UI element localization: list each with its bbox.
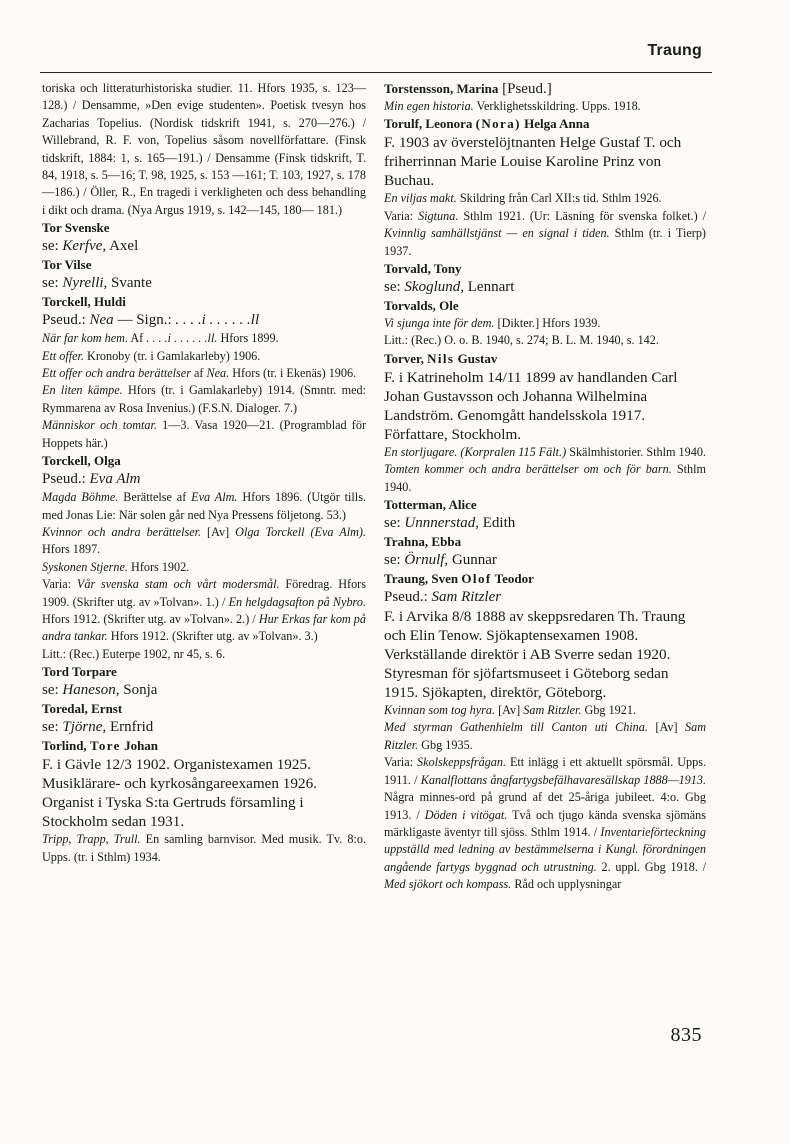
literature-note: Litt.: (Rec.) Euterpe 1902, nr 45, s. 6. bbox=[42, 646, 226, 661]
entry-heading: Torver, Nils Gustav bbox=[384, 350, 498, 366]
entry-heading: Torlind, Tore Johan bbox=[42, 738, 159, 754]
varia-list: Varia: Vår svenska stam och vårt modersmål. Föredrag. Hfors 1909. (Skrifter utg. av »Tolvan». 1.) / En helgdagsafton på Nybro. Hfors 1912. (Skrifter utg. av »Tolvan». 2.) / Hur Erkas far kom på andra tankar. Hfors 1912. (Skrifter utg. av »Tolvan». 3.) bbox=[42, 577, 366, 644]
entry-tor-vilse bbox=[42, 256, 366, 293]
entry-tord-torpare bbox=[42, 663, 366, 700]
entry-heading: Totterman, Alice bbox=[384, 497, 477, 513]
entry-tor-svenske bbox=[42, 219, 366, 256]
work-item: Kvinnan som tog hyra. [Av] Sam Ritzler. Gbg 1921. bbox=[384, 703, 636, 718]
entry-torvald-tony bbox=[384, 260, 706, 297]
entry-torvalds-ole bbox=[384, 297, 706, 350]
page-number: 835 bbox=[670, 1024, 702, 1046]
biography: F. 1903 av överstelöjtnanten Helge Gustaf T. och friherrinnan Marie Louise Karoline Prinz von Buchau. bbox=[384, 134, 682, 190]
work-item: En liten kämpe. Hfors (tr. i Gamlakarleby) 1914. (Smntr. med: Rymmarena av Rosa Invenius.) (F.S.N. Dialoger. 7.) bbox=[42, 383, 366, 415]
work-item: Magda Böhme. Berättelse af Eva Alm. Hfors 1896. (Utgör tills. med Jonas Lie: När solen går ned Nya Pressens följetong. 53.) bbox=[42, 490, 366, 522]
entry-heading: Tor Svenske bbox=[42, 220, 110, 236]
biography: F. i Gävle 12/3 1902. Organistexamen 1925. Musiklärare- och kyrkosångareexamen 1926. Organist i Tyska S:ta Gertruds församling i Stockholm sedan 1931. bbox=[42, 756, 317, 831]
varia-list: Varia: Sigtuna. Sthlm 1921. (Ur: Läsning för svenska folket.) / Kvinnlig samhällstjänst — en signal i tiden. Sthlm (tr. i Tierp) 1937. bbox=[384, 208, 706, 258]
entry-torckell-huldi bbox=[42, 293, 366, 452]
entry-traung-sven bbox=[384, 570, 706, 893]
running-head: Traung bbox=[647, 42, 702, 59]
entry-heading: Torckell, Huldi bbox=[42, 294, 126, 310]
work-item: En storljugare. (Korpralen 115 Fält.) Skälmhistorier. Sthlm 1940. bbox=[384, 444, 706, 459]
entry-toredal-ernst bbox=[42, 700, 366, 737]
entry-totterman-alice bbox=[384, 496, 706, 533]
entry-torckell-olga bbox=[42, 452, 366, 663]
entry-heading: Torckell, Olga bbox=[42, 453, 121, 469]
see-reference: se: Örnulf, Gunnar bbox=[384, 552, 497, 569]
pseudonym-line: Pseud.: Eva Alm bbox=[42, 471, 141, 488]
entry-torulf-leonora bbox=[384, 115, 706, 260]
see-reference: se: Haneson, Sonja bbox=[42, 682, 158, 699]
pseudonym-line: Pseud.: Sam Ritzler bbox=[384, 589, 502, 606]
right-column bbox=[384, 80, 706, 894]
see-reference: se: Skoglund, Lennart bbox=[384, 279, 515, 296]
entry-heading: Tor Vilse bbox=[42, 257, 92, 273]
work-item: Människor och tomtar. 1—3. Vasa 1920—21. (Programblad för Hoppets här.) bbox=[42, 418, 366, 450]
entry-trahna-ebba bbox=[384, 533, 706, 570]
work-item: Syskonen Stjerne. Hfors 1902. bbox=[42, 559, 190, 574]
entry-heading: Torvald, Tony bbox=[384, 261, 462, 277]
work-item: Ett offer och andra berättelser af Nea. Hfors (tr. i Ekenäs) 1906. bbox=[42, 366, 357, 381]
work-item: Min egen historia. Verklighetsskildring. Upps. 1918. bbox=[384, 99, 641, 113]
entry-torstensson-marina bbox=[384, 80, 706, 115]
left-column bbox=[42, 80, 366, 866]
literature-note: Litt.: (Rec.) O. o. B. 1940, s. 274; B. L. M. 1940, s. 142. bbox=[384, 333, 659, 348]
entry-heading: Trahna, Ebba bbox=[384, 534, 462, 550]
biography: F. i Arvika 8/8 1888 av skeppsredaren Th. Traung och Elin Tenow. Sjökaptensexamen 1908. Verkställande direktör i AB Sverre sedan 1920. Styresman för sjöfartsmuseet i Göteborg sedan 1915. Sjökapten, direktör, Göteborg. bbox=[384, 608, 686, 702]
see-reference: se: Nyrelli, Svante bbox=[42, 275, 152, 292]
entry-heading: Torstensson, Marina [Pseud.] bbox=[384, 81, 552, 97]
work-item: Vi sjunga inte för dem. [Dikter.] Hfors 1939. bbox=[384, 316, 601, 331]
work-item: En viljas makt. Skildring från Carl XII:s tid. Sthlm 1926. bbox=[384, 191, 662, 206]
entry-torlind-tore bbox=[42, 737, 366, 866]
varia-list: Varia: Skolskeppsfrågan. Ett inlägg i ett aktuellt spörsmål. Upps. 1911. / Kanalflottans ångfartygsbefälhavaresällskap 1888—1913. Några minnes-ord på grund af det 25-åriga jubileet. 4:o. Gbg 1913. / Döden i vitögat. Två och tjugo kända svenska sjömäns märkligaste äventyr till sjöss. Sthlm 1914. / Inventarieförteckning uppställd med ledning av bestämmelserna i Kungl. förordningen angående fartygs byggnad och utrustning. 2. uppl. Gbg 1918. / Med sjökort och kompass. Råd och upplysningar bbox=[384, 755, 707, 892]
header-rule bbox=[40, 72, 712, 73]
work-item: Kvinnor och andra berättelser. [Av] Olga Torckell (Eva Alm). Hfors 1897. bbox=[42, 524, 366, 557]
biography: F. i Katrineholm 14/11 1899 av handlanden Carl Johan Gustavsson och Johanna Wilhelmina Landström. Genomgått handelsskola 1917. Författare, Stockholm. bbox=[384, 368, 678, 443]
work-item: Tripp, Trapp, Trull. En samling barnvisor. Med musik. Tv. 8:o. Upps. (tr. i Sthlm) 1934. bbox=[42, 832, 366, 864]
pseudonym-line: Pseud.: Nea — Sign.: . . . .i . . . . . .ll bbox=[42, 312, 260, 329]
entry-heading: Traung, Sven Olof Teodor bbox=[384, 571, 534, 587]
see-reference: se: Tjörne, Ernfrid bbox=[42, 719, 154, 736]
see-reference: se: Kerfve, Axel bbox=[42, 238, 139, 255]
entry-heading: Tord Torpare bbox=[42, 664, 117, 680]
continued-text: toriska och litteraturhistoriska studier. 11. Hfors 1935, s. 123—128.) / Densamme, »Den evige studenten». Poetisk tvesyn hos Zacharias Topelius. (Nordisk tidskrift 1941, s. 270—276.) / Willebrand, R. F. von, Topelius såsom novellförfattare. (Finsk tidskrift, 1884: 1, s. 165—191.) / Densamme (Finsk tidskrift, T. 84, 1918, s. 5—16; T. 98, 1925, s. 153 —161; T. 103, 1927, s. 178—186.) / Öller, R., En tragedi i verkligheten och dess behandling i dikt och drama. (Nya Argus 1919, s. 142—145, 180— 181.) bbox=[42, 81, 366, 217]
work-item: Tomten kommer och andra berättelser om och för barn. Sthlm 1940. bbox=[384, 462, 707, 494]
work-item: Ett offer. Kronoby (tr. i Gamlakarleby) 1906. bbox=[42, 348, 261, 363]
entry-heading: Torvalds, Ole bbox=[384, 298, 459, 314]
entry-torver-nils bbox=[384, 350, 706, 496]
work-item: Med styrman Gathenhielm till Canton uti China. [Av] Sam Ritzler. Gbg 1935. bbox=[384, 720, 706, 752]
entry-heading: Toredal, Ernst bbox=[42, 701, 123, 717]
see-reference: se: Unnnerstad, Edith bbox=[384, 515, 516, 532]
entry-heading: Torulf, Leonora (Nora) Helga Anna bbox=[384, 116, 590, 132]
work-item: När far kom hem. Af . . . .i . . . . . .ll. Hfors 1899. bbox=[42, 331, 279, 346]
